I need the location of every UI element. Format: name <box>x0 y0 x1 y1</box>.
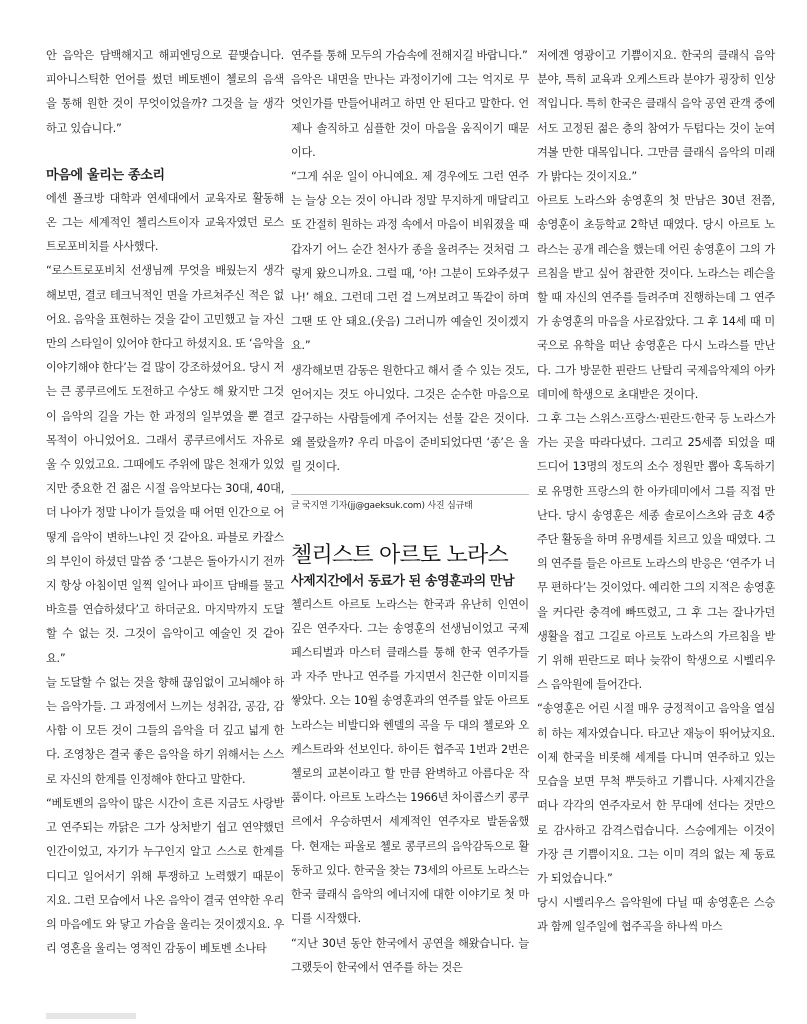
paragraph: 그 후 그는 스위스·프랑스·핀란드·한국 등 노라스가 가는 곳을 따라다녔다. 그리고 25세쯤 되었을 때 드디어 13명의 정도의 소수 정원만 뽑아 혹독하기로 유명한 프랑스의 한 아카데미에서 그를 직접 만난다. 당시 송영훈은 세종 솔로이스츠와 금호 4중주단 활동을 하며 유명세를 치르고 있을 때였다. 그의 연주를 들은 아르토 노라스의 반응은 ‘연주가 너무 편하다’는 것이었다. 예리한 그의 지적은 송영훈을 커다란 충격에 빠뜨렸고, 그 후 그는 잘나가던 생활을 접고 그길로 아르토 노라스의 가르침을 받기 위해 핀란드로 떠나 늦깎이 학생으로 시벨리우스 음악원에 들어간다. <box>537 412 775 692</box>
paragraph: 아르토 노라스와 송영훈의 첫 만남은 30년 전쯤, 송영훈이 초등학교 2학년 때였다. 당시 아르토 노라스는 공개 레슨을 했는데 어린 송영훈이 그의 가르침을 받고 싶어 참관한 것이다. 노라스는 레슨을 할 때 자신의 연주를 들려주며 진행하는데 그 연주가 송영훈의 마음을 사로잡았다. 그 후 14세 때 미국으로 유학을 떠난 송영훈은 다시 노라스를 만난다. 그가 방문한 핀란드 난탈리 국제음악제의 아카데미에 학생으로 초대받은 것이다. <box>537 194 775 401</box>
paragraph: 저에겐 영광이고 기쁨이지요. 한국의 클래식 음악 분야, 특히 교육과 오케스트라 분야가 굉장히 인상적입니다. 특히 한국은 클래식 음악 공연 관객 중에서도 고정된 젊은 층의 참여가 두텁다는 것이 눈여겨볼 만한 대목입니다. 그만큼 클래식 음악의 미래가 밝다는 것이지요.” <box>537 49 775 184</box>
paragraph: 연주를 통해 모두의 가슴속에 전해지길 바랍니다.” <box>291 49 528 62</box>
paragraph: “그게 쉬운 일이 아니예요. 제 경우에도 그런 연주는 늘상 오는 것이 아니라 정말 무지하게 매달리고 또 간절히 원하는 과정 속에서 마음이 비워졌을 때 갑자기 어느 순간 천사가 종을 울려주는 것처럼 그렇게 왔으니까요. 그럴 때, ‘아! 그분이 도와주셨구나!’ 해요. 그런데 그런 걸 느껴보려고 똑같이 하며 그땐 또 안 돼요.(웃음) 그러니까 예술인 것이겠지요.” <box>291 170 529 353</box>
paragraph: “로스트로포비치 선생님께 무엇을 배웠는지 생각해보면, 결코 테크닉적인 면을 가르쳐주신 적은 없어요. 음악을 표현하는 것을 같이 고민했고 늘 자신 만의 스타일이 있어야 한다고 하셨지요. 또 ‘음악을 이야기해야 한다’는 걸 많이 강조하셨어요. 당시 저는 큰 콩쿠르에도 도전하고 수상도 해 왔지만 그것이 음악의 길을 가는 한 과정의 일부였을 뿐 결코 목적이 아니었어요. 그래서 콩쿠르에서도 자유로울 수 있었고요. 그때에도 주위에 많은 천재가 있었지만 중요한 건 젊은 시절 음악보다는 30대, 40대, 더 나아가 정말 나이가 들었을 때 어떤 인간으로 어떻게 음악이 변하느냐인 것 같아요. 파블로 카잘스의 부인이 하셨던 말씀 중 ‘그분은 돌아가시기 전까지 항상 아침이면 일찍 일어나 파이프 담배를 물고 바흐를 연습하셨다’고 하더군요. 마지막까지 도달할 수 없는 것. 그것이 음악이고 예술인 것 같아요.” <box>46 264 284 665</box>
byline-credit: 글 국지연 기자(jj@gaeksuk.com) 사진 심규태 <box>291 494 529 513</box>
paragraph: 안 음악은 담백해지고 해피엔딩으로 끝맺습니다. 피아니스틱한 언어를 썼던 베토벤이 첼로의 음색을 통해 원한 것이 무엇이었을까? 그것을 늘 생각하고 있습니다.” <box>46 49 284 135</box>
column-middle <box>291 44 529 980</box>
paragraph: “지난 30년 동안 한국에서 공연을 해왔습니다. 늘 그랬듯이 한국에서 연주를 하는 것은 <box>291 936 529 974</box>
page-footer-mark <box>46 1013 136 1019</box>
column-right <box>537 44 775 940</box>
column-left <box>46 44 284 961</box>
article-subtitle: 사제지간에서 동료가 된 송영훈과의 만남 <box>291 573 515 589</box>
paragraph: 에센 폴크방 대학과 연세대에서 교육자로 활동해온 그는 세계적인 첼리스트이자 교육자였던 로스트로포비치를 사사했다. <box>46 191 284 254</box>
section-heading: 마음에 울리는 종소리 <box>46 167 165 183</box>
article-title: 첼리스트 아르토 노라스 <box>291 542 508 568</box>
paragraph: “송영훈은 어린 시절 매우 긍정적이고 음악을 열심히 하는 제자였습니다. 타고난 재능이 뛰어났지요. 이제 한국을 비롯해 세계를 다니며 연주하고 있는 모습을 보면 무척 뿌듯하고 기쁩니다. 사제지간을 떠나 각각의 연주자로서 한 무대에 선다는 것만으로 감사하고 감격스럽습니다. 스승에게는 이것이 가장 큰 기쁨이지요. 그는 이미 격의 없는 제 동료가 되었습니다.” <box>537 702 775 885</box>
paragraph: “베토벤의 음악이 많은 시간이 흐른 지금도 사랑받고 연주되는 까닭은 그가 상처받기 쉽고 연약했던 인간이었고, 자기가 누구인지 알고 스스로 한계를 디디고 일어서기 위해 투쟁하고 노력했기 때문이지요. 그런 모습에서 나온 음악이 결국 연약한 우리의 마음에도 와 닿고 가슴을 울리는 것이겠지요. 우리 영혼을 울리는 영적인 감동이 베토벤 소나타 <box>46 796 284 956</box>
paragraph: 첼리스트 아르토 노라스는 한국과 유난히 인연이 깊은 연주자다. 그는 송영훈의 선생님이었고 국제 페스티벌과 마스터 클래스를 통해 한국 연주가들과 자주 만나고 연주를 가지면서 친근한 이미지를 쌓았다. 오는 10월 송영훈과의 연주를 앞둔 아르토 노라스는 비발디와 헨델의 곡을 두 대의 첼로와 오케스트라와 선보인다. 하이든 협주곡 1번과 2번은 첼로의 교본이라고 할 만큼 완벽하고 아름다운 작품이다. 아르토 노라스는 1966년 차이콥스키 콩쿠르에서 우승하면서 세계적인 연주자로 발돋움했다. 현재는 파울로 첼로 콩쿠르의 음악감독으로 활동하고 있다. 한국을 찾는 73세의 아르토 노라스는 한국 클래식 음악의 에너지에 대한 이야기로 첫 마디를 시작했다. <box>291 597 529 926</box>
paragraph: 생각해보면 감동은 원한다고 해서 줄 수 있는 것도, 얻어지는 것도 아니었다. 그것은 순수한 마음으로 갈구하는 사람들에게 주어지는 선물 같은 것이다. 왜 몰랐을까? 우리 마음이 준비되었다면 ‘종’은 울릴 것이다. <box>291 363 529 474</box>
paragraph: 늘 도달할 수 없는 것을 향해 끊임없이 고뇌해야 하는 음악가들. 그 과정에서 느끼는 성취감, 공감, 감사함 이 모든 것이 그들의 음악을 더 깊고 넓게 한다. 조영창은 결국 좋은 음악을 하기 위해서는 스스로 자신의 한계를 인정해야 한다고 말한다. <box>46 675 284 786</box>
paragraph: 음악은 내면을 만나는 과정이기에 그는 억지로 무엇인가를 만들어내려고 하면 안 된다고 말한다. 언제나 솔직하고 심플한 것이 마음을 움직이기 때문이다. <box>291 73 529 159</box>
paragraph: 당시 시벨리우스 음악원에 다닐 때 송영훈은 스승과 함께 일주일에 협주곡을 하나씩 마스 <box>537 896 775 934</box>
